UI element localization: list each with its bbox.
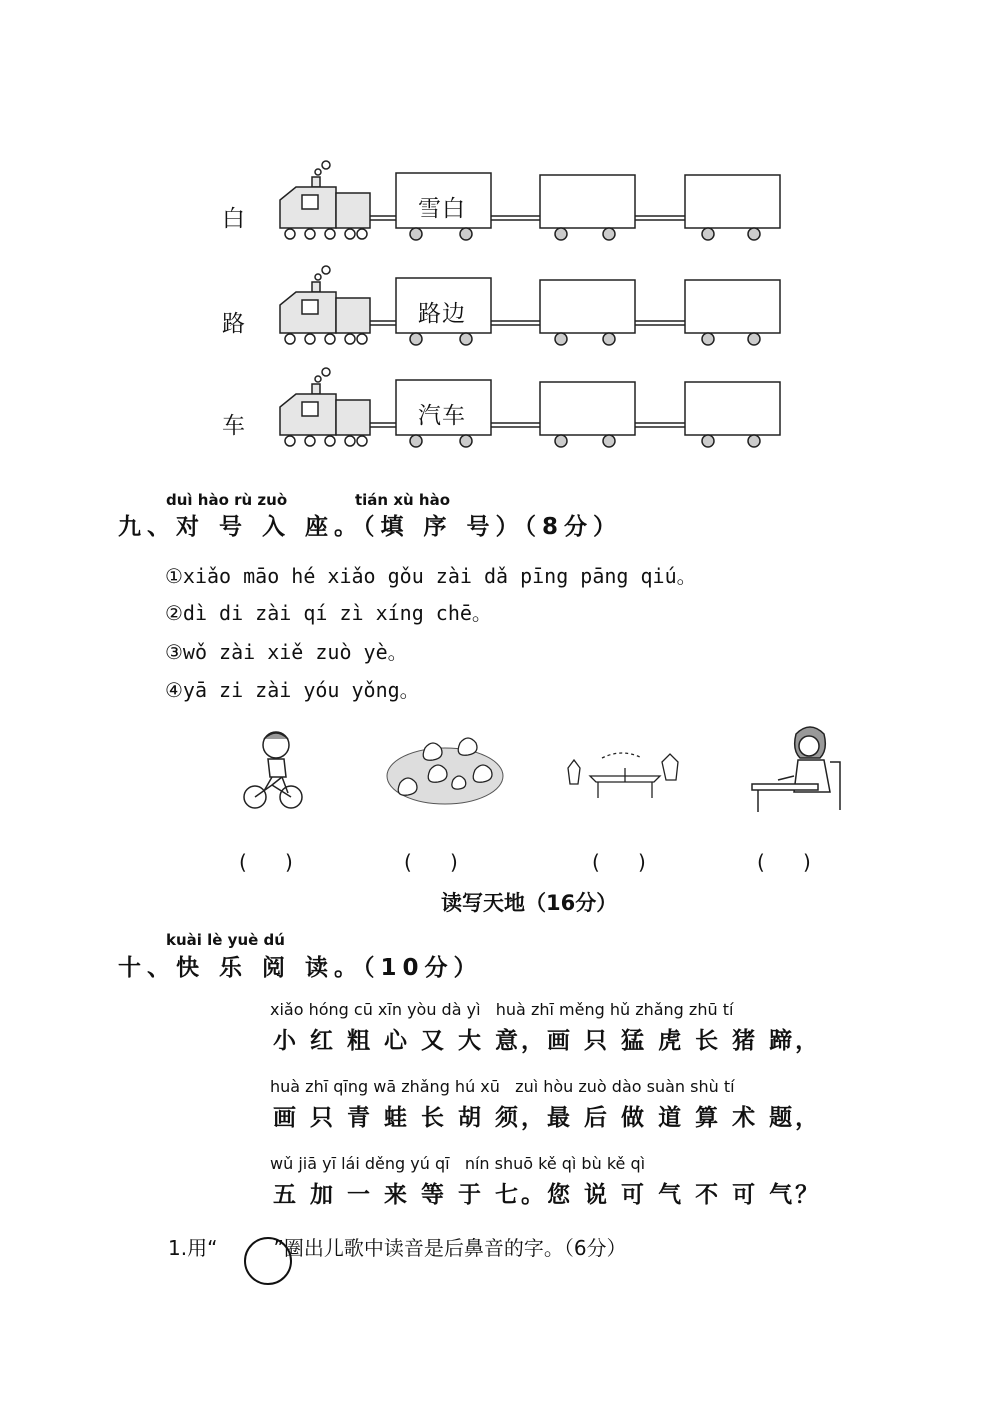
ducks-picture (385, 728, 505, 808)
section9-pinyin-left: duì hào rù zuò (166, 491, 288, 509)
poem-line-2: 画 只 青 蛙 长 胡 须，最 后 做 道 算 术 题， (273, 1105, 822, 1131)
option-3: ③wǒ zài xiě zuò yè。 (165, 640, 408, 664)
question-1 (168, 1232, 627, 1261)
answer-blank-2[interactable]: ( ) (404, 850, 458, 874)
section10-title: 十、快 乐 阅 读。（10分） (118, 955, 483, 981)
train-row-3 (0, 367, 1000, 467)
option-1: ①xiǎo māo hé xiǎo gǒu zài dǎ pīng pāng qiú。 (165, 564, 697, 588)
poem-line-3: 五 加 一 来 等 于 七。您 说 可 气 不 可 气？ (273, 1182, 822, 1208)
circle-icon (244, 1237, 292, 1285)
poem-pinyin-2: huà zhī qīng wā zhǎng hú xū zuì hòu zuò dào suàn shù tí (270, 1077, 735, 1096)
poem-pinyin-1: xiǎo hóng cū xīn yòu dà yì huà zhī měng hǔ zhǎng zhū tí (270, 1000, 734, 1019)
section10-pinyin: kuài lè yuè dú (166, 931, 285, 949)
train-word: 路边 (418, 301, 466, 327)
girl-homework-picture (748, 722, 848, 817)
poem-pinyin-3: wǔ jiā yī lái děng yú qī nín shuō kě qì bù kě qì (270, 1154, 646, 1173)
question-1-after: ”圈出儿歌中读音是后鼻音的字。（6分） (273, 1236, 627, 1260)
section9-pinyin-right: tián xù hào (355, 491, 451, 509)
train-drawing (276, 265, 786, 350)
option-2: ②dì di zài qí zì xíng chē。 (165, 601, 492, 625)
poem-line-1: 小 红 粗 心 又 大 意，画 只 猛 虎 长 猪 蹄， (273, 1028, 822, 1054)
train-char: 车 (222, 413, 245, 439)
train-row-2 (0, 265, 1000, 365)
train-char: 白 (222, 206, 245, 232)
option-4: ④yā zi zài yóu yǒng。 (165, 678, 420, 702)
boy-bicycle-picture (238, 725, 308, 815)
train-word: 汽车 (418, 403, 466, 429)
train-char: 路 (222, 311, 245, 337)
reading-heading: 读写天地（16分） (441, 891, 618, 915)
answer-blank-1[interactable]: ( ) (239, 850, 293, 874)
train-word: 雪白 (418, 196, 466, 222)
question-1-before: 1.用“ (168, 1236, 218, 1260)
section9-title: 九、对 号 入 座。（填 序 号）（8分） (118, 514, 623, 540)
train-row-1 (0, 160, 1000, 260)
answer-blank-4[interactable]: ( ) (757, 850, 811, 874)
train-drawing (276, 367, 786, 452)
ping-pong-picture (562, 748, 687, 803)
answer-blank-3[interactable]: ( ) (592, 850, 646, 874)
train-drawing (276, 160, 786, 245)
